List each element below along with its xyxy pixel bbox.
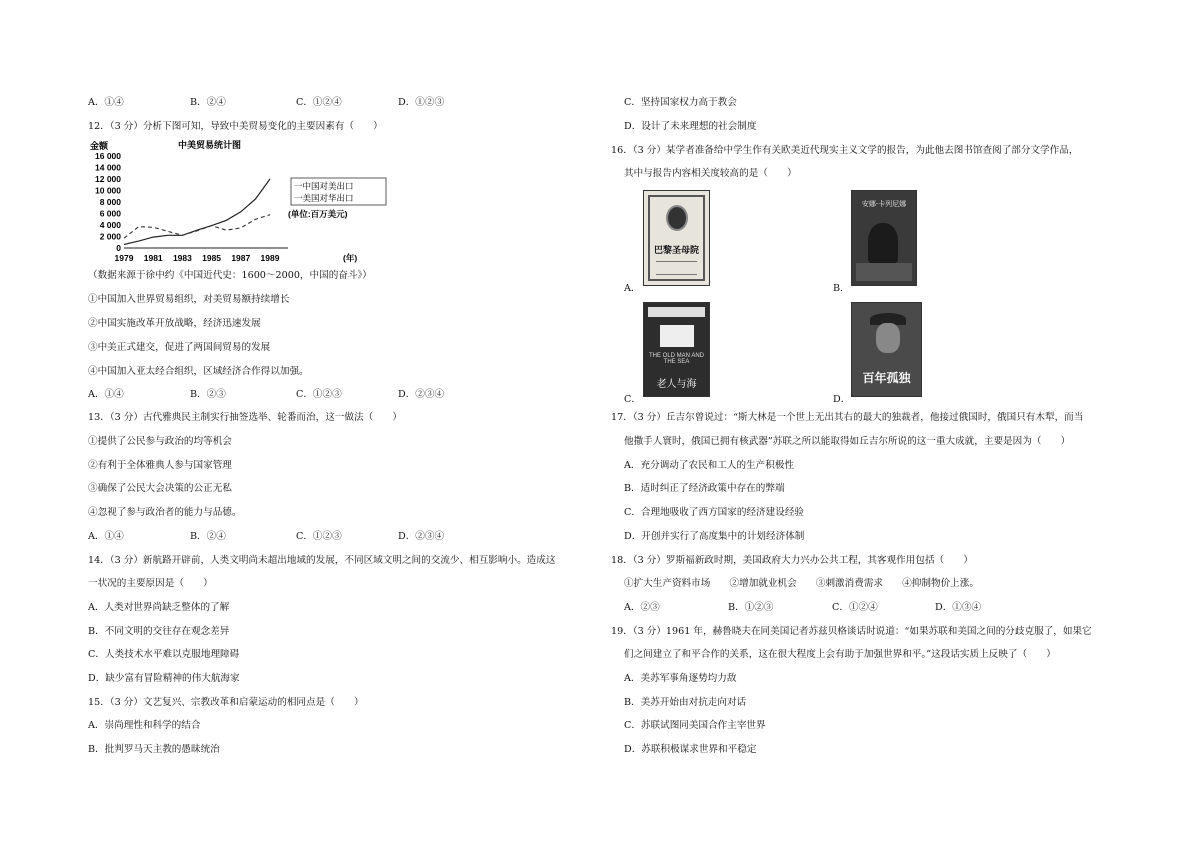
- option: D．②③④: [398, 531, 445, 542]
- q17-stem-cont: 他撒手人寰时，俄国已拥有核武器”苏联之所以能取得如丘吉尔所说的这一重大成就，主要是因为（ ）: [624, 436, 1071, 447]
- option: A．崇尚理性和科学的结合: [88, 720, 201, 731]
- x-tick-label: 1987: [231, 253, 251, 263]
- label-b: B．: [833, 283, 850, 294]
- book-d-title: 百年孤独: [862, 371, 911, 385]
- q17-stem: 17．（3 分）丘吉尔曾说过：“斯大林是一个世上无出其右的最大的独裁者，他接过俄国时，俄国只有木犁，而当: [611, 412, 1084, 423]
- label-c: C．: [624, 394, 641, 405]
- option: C．合理地吸收了西方国家的经济建设经验: [624, 507, 805, 518]
- book-cover-b: [851, 190, 917, 286]
- q12-item: ③中美正式建交，促进了两国间贸易的发展: [88, 342, 271, 353]
- option: C．苏联试图同美国合作主宰世界: [624, 720, 766, 731]
- legend-item: 一美国对华出口: [294, 193, 354, 203]
- option: D．①③④: [935, 602, 982, 613]
- option: D．缺少富有冒险精神的伟大航海家: [88, 673, 240, 684]
- option: C．坚持国家权力高于教会: [624, 97, 737, 108]
- q16-stem: 16．（3 分）某学者准备给中学生作有关欧美近代现实主义文学的报告，为此他去图书馆查阅了部分文学作品，: [611, 145, 1079, 156]
- chart-ylabel: 金额: [90, 141, 109, 151]
- y-tick-label: 16 000: [95, 151, 121, 161]
- q19-stem: 19．（3 分）1961 年，赫鲁晓夫在同美国记者苏兹贝格谈话时说道：“如果苏联和美国之间的分歧克服了，如果它: [611, 626, 1092, 637]
- legend-item: 一中国对美出口: [294, 181, 354, 191]
- book-b-title: 安娜·卡列尼娜: [861, 200, 907, 208]
- trade-chart: [88, 137, 398, 265]
- option: B．不同文明的交往存在观念差异: [88, 626, 230, 637]
- y-tick-label: 4 000: [99, 220, 121, 230]
- y-tick-label: 8 000: [99, 197, 121, 207]
- option: B．美苏开始由对抗走向对话: [624, 697, 747, 708]
- x-tick-label: 1979: [114, 253, 134, 263]
- y-tick-label: 6 000: [99, 208, 121, 219]
- book-a-title: 巴黎圣母院: [653, 246, 699, 256]
- option: B．①②③: [728, 602, 774, 613]
- chart-title: 中美贸易统计图: [178, 140, 242, 150]
- q13-item: ④忽视了参与政治者的能力与品德。: [88, 507, 242, 518]
- q14-stem-cont: 一状况的主要原因是（ ）: [88, 578, 213, 589]
- option: D．苏联积极谋求世界和平稳定: [624, 744, 757, 755]
- option: A．充分调动了农民和工人的生产积极性: [624, 460, 795, 471]
- q15-stem: 15．（3 分）文艺复兴、宗教改革和启蒙运动的相同点是（ ）: [88, 697, 364, 708]
- label-d: D．: [833, 394, 851, 405]
- option: B．适时纠正了经济政策中存在的弊端: [624, 483, 785, 494]
- option: B．②③: [190, 389, 226, 400]
- option: D．开创并实行了高度集中的计划经济体制: [624, 531, 805, 542]
- option: A．人类对世界尚缺乏整体的了解: [88, 602, 230, 613]
- option: A．①④: [88, 389, 124, 400]
- x-tick-label: 1981: [143, 253, 163, 263]
- option: D．②③④: [398, 389, 445, 400]
- label-a: A．: [624, 283, 641, 294]
- option: D．①②③: [398, 97, 445, 108]
- q12-stem: 12．（3 分）分析下图可知，导致中美贸易变化的主要因素有（ ）: [88, 121, 383, 132]
- y-tick-label: 0: [116, 243, 121, 253]
- option: C．①②④: [296, 97, 342, 108]
- book-c-title: 老人与海: [656, 379, 697, 390]
- option: A．美苏军事角逐势均力敌: [624, 673, 737, 684]
- q13-item: ①提供了公民参与政治的均等机会: [88, 436, 232, 447]
- option: C．①②③: [296, 389, 342, 400]
- q13-item: ②有利于全体雅典人参与国家管理: [88, 460, 232, 471]
- y-tick-label: 14 000: [95, 162, 121, 173]
- book-cover-a: [643, 190, 710, 286]
- book-c-en: THE OLD MAN AND THE SEA: [648, 353, 704, 365]
- q18-stem: 18．（3 分）罗斯福新政时期，美国政府大力兴办公共工程，其客观作用包括（ ）: [611, 555, 973, 566]
- q12-item: ①中国加入世界贸易组织，对美贸易额持续增长: [88, 294, 290, 305]
- q13-stem: 13．（3 分）古代雅典民主制实行抽签选举、轮番而治，这一做法（ ）: [88, 412, 402, 423]
- option: B．批判罗马天主教的愚昧统治: [88, 744, 220, 755]
- series-line-us-export: [124, 215, 270, 239]
- option: C．①②④: [832, 602, 878, 613]
- q13-item: ③确保了公民大会决策的公正无私: [88, 483, 232, 494]
- series-line-china-export: [124, 179, 270, 245]
- option: A．①④: [88, 531, 124, 542]
- option: C．①②③: [296, 531, 342, 542]
- chart-unit: (单位:百万美元): [288, 209, 348, 219]
- option: D．设计了未来理想的社会制度: [624, 121, 757, 132]
- option: A．①④: [88, 97, 124, 108]
- q12-source: （数据来源于徐中约《中国近代史：1600～2000，中国的奋斗》）: [88, 270, 372, 281]
- y-tick-label: 12 000: [95, 174, 121, 184]
- q16-stem-cont: 其中与报告内容相关度较高的是（ ）: [624, 168, 797, 179]
- q12-item: ④中国加入亚太经合组织，区域经济合作得以加强。: [88, 366, 309, 377]
- q18-items: ①扩大生产资料市场 ②增加就业机会 ③刺激消费需求 ④抑制物价上涨。: [624, 578, 979, 589]
- book-cover-d: [851, 302, 922, 397]
- y-tick-label: 10 000: [95, 185, 121, 196]
- x-tick-label: 1985: [202, 253, 222, 263]
- x-tick-label: 1983: [172, 253, 192, 263]
- option: B．②④: [190, 97, 226, 108]
- option: A．②③: [624, 602, 660, 613]
- option: C．人类技术水平难以克服地理障碍: [88, 649, 240, 660]
- q19-stem-cont: 们之间建立了和平合作的关系，这在很大程度上会有助于加强世界和平。”这段话实质上反映了（ ）: [624, 649, 1056, 660]
- book-cover-c: [643, 302, 710, 397]
- y-tick-label: 2 000: [99, 231, 121, 242]
- chart-xlabel: (年): [343, 253, 358, 263]
- q12-item: ②中国实施改革开放战略，经济迅速发展: [88, 318, 261, 329]
- q14-stem: 14．（3 分）新航路开辟前，人类文明尚未超出地域的发展，不同区域文明之间的交流少、相互影响小。造成这: [88, 555, 556, 566]
- option: B．②④: [190, 531, 226, 542]
- x-tick-label: 1989: [260, 253, 280, 263]
